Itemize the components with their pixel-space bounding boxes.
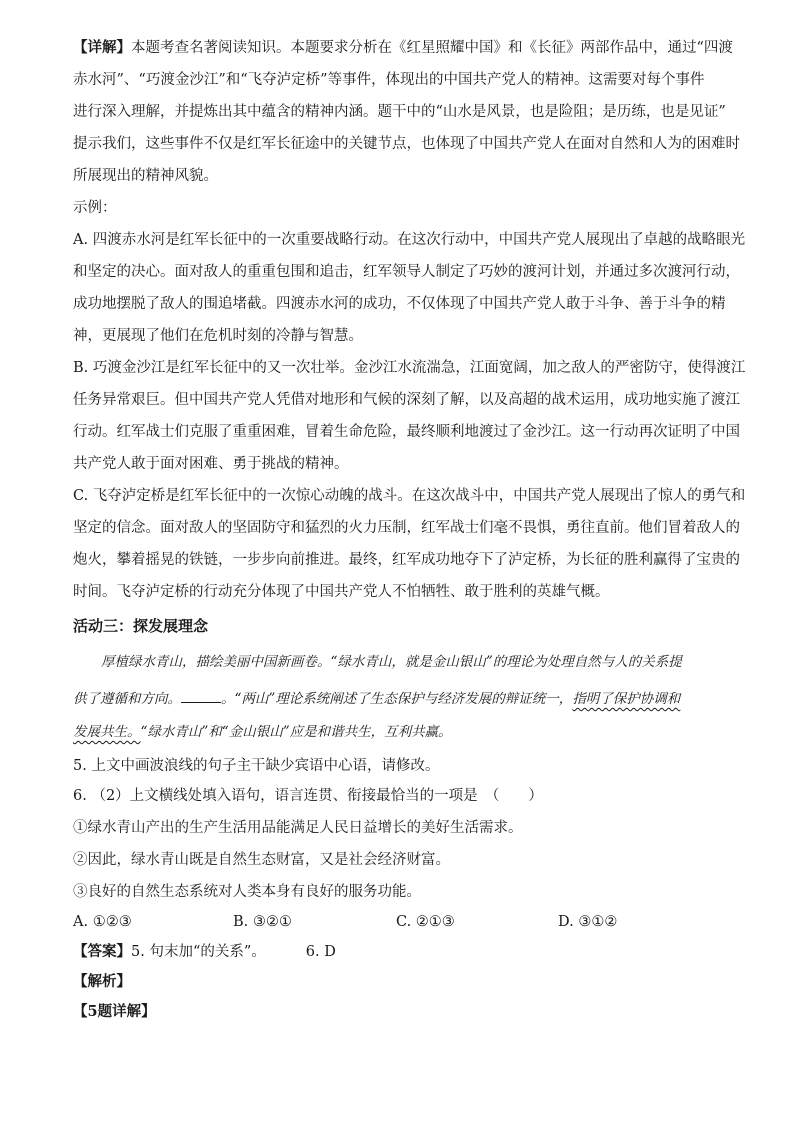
passage-text-end: “绿水青山”和“金山银山”应是和谐共生，互利共赢。 [140,724,452,740]
explanation-line-3: 进行深入理解，并提炼出其中蕴含的精神内涵。题干中的“山水是风景，也是险阻；是历练，也是见证” [73,104,726,120]
example-c-line-1: C. 飞夺泸定桥是红军长征中的一次惊心动魄的战斗。在这次战斗中，中国共产党人展现出了惊人的勇气和 [73,488,746,504]
example-b-line-1: B. 巧渡金沙江是红军长征中的又一次壮举。金沙江水流湍急，江面宽阔，加之敌人的严密防守，使得渡江 [73,360,746,376]
question-6: 6. （2）上文横线处填入语句，语言连贯、衔接最恰当的一项是 （ ） [73,788,543,804]
passage-line-3 [73,722,452,742]
explanation-line-5: 所展现出的精神风貌。 [73,168,218,184]
explanation-line-2: 赤水河”、“巧渡金沙江”和“飞夺泸定桥”等事件，体现出的中国共产党人的精神。这需要对每个事件 [73,72,705,88]
explanation-label: 【详解】 [73,39,131,56]
answer-line [73,942,336,962]
statement-2: ②因此，绿水青山既是自然生态财富，又是社会经济财富。 [73,852,450,868]
answer-label: 【答案】 [73,943,131,960]
statement-3: ③良好的自然生态系统对人类本身有良好的服务功能。 [73,884,421,900]
activity-title: 活动三：探发展理念 [73,617,209,635]
example-a-line-4: 神，更展现了他们在危机时刻的冷静与智慧。 [73,328,363,344]
example-b-line-2: 任务异常艰巨。但中国共产党人凭借对地形和气候的深刻了解，以及高超的战术运用，成功地实施了渡江 [73,392,740,408]
explanation-line-4: 提示我们，这些事件不仅是红军长征途中的关键节点，也体现了中国共产党人在面对自然和人为的困难时 [73,136,740,152]
fill-in-blank [181,688,221,703]
example-c-line-2: 坚定的信念。面对敌人的坚固防守和猛烈的火力压制，红军战士们毫不畏惧，勇往直前。他们冒着敌人的 [73,520,740,536]
example-a-line-3: 成功地摆脱了敌人的围追堵截。四渡赤水河的成功，不仅体现了中国共产党人敢于斗争、善于斗争的精 [73,296,726,312]
passage-text-before-blank: 供了遵循和方向。 [73,691,181,707]
passage-line-1: 厚植绿水青山，描绘美丽中国新画卷。“绿水青山，就是金山银山”的理论为处理自然与人的关系提 [101,654,682,670]
example-c-line-3: 炮火，攀着摇晃的铁链，一步步向前推进。最终，红军成功地夺下了泸定桥，为长征的胜利赢得了宝贵的 [73,552,740,568]
question-5: 5. 上文中画波浪线的句子主干缺少宾语中心语，请修改。 [73,758,440,774]
option-d: D. ③①② [558,914,618,930]
passage-line-2 [73,688,680,709]
statement-1: ①绿水青山产出的生产生活用品能满足人民日益增长的美好生活需求。 [73,820,523,836]
explanation-text-1: 本题考查名著阅读知识。本题要求分析在《红星照耀中国》和《长征》两部作品中，通过“四渡 [131,40,733,56]
answer-q6: 6. D [305,944,336,960]
wavy-underlined-sentence-part-2: 发展共生。 [73,724,141,740]
example-a-line-1: A. 四渡赤水河是红军长征中的一次重要战略行动。在这次行动中，中国共产党人展现出了卓越的战略眼光 [73,232,746,248]
example-b-line-4: 共产党人敢于面对困难、勇于挑战的精神。 [73,456,349,472]
wavy-underlined-sentence-part-1: 指明了保护协调和 [572,691,681,707]
example-c-line-4: 时间。飞夺泸定桥的行动充分体现了中国共产党人不怕牺牲、敢于胜利的英雄气概。 [73,584,610,600]
example-b-line-3: 行动。红军战士们克服了重重困难，冒着生命危险，最终顺利地渡过了金沙江。这一行动再次证明了中国 [73,424,740,440]
detail-5-label: 【5题详解】 [73,1003,156,1020]
example-a-line-2: 和坚定的决心。面对敌人的重重包围和追击，红军领导人制定了巧妙的渡河计划，并通过多次渡河行动， [73,264,740,280]
explanation-line-1 [73,38,733,58]
answer-q5: 5. 句末加“的关系”。 [131,944,266,960]
passage-text-after-blank: 。 [221,691,235,707]
example-label: 示例： [73,200,117,216]
passage-text-middle: “两山”理论系统阐述了生态保护与经济发展的辩证统一， [234,691,573,707]
option-a: A. ①②③ [73,914,132,930]
analysis-label: 【解析】 [73,973,131,990]
option-c: C. ②①③ [396,914,455,930]
option-b: B. ③②① [233,914,292,930]
